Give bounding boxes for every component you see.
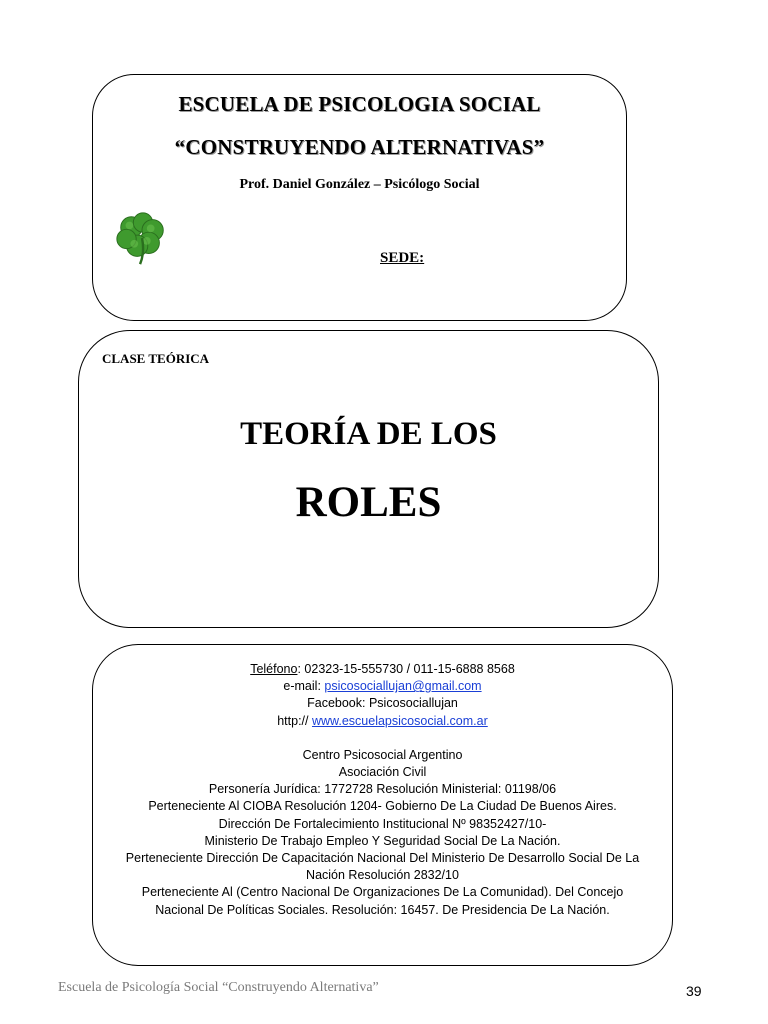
document-title-line1: TEORÍA DE LOS <box>240 416 497 452</box>
info-line: Perteneciente Dirección De Capacitación Nacional Del Ministerio De Desarrollo Social De La <box>125 851 640 866</box>
contact-info <box>107 661 658 919</box>
info-line: Perteneciente Al (Centro Nacional De Organizaciones De La Comunidad). Del Concejo <box>141 885 624 900</box>
info-line: Perteneciente Al CIOBA Resolución 1204- Gobierno De La Ciudad De Buenos Aires. <box>148 799 617 814</box>
school-header-box <box>92 74 627 321</box>
phone-row <box>107 661 658 678</box>
info-line: Personería Jurídica: 1772728 Resolución Ministerial: 01198/06 <box>208 782 557 797</box>
school-motto: “CONSTRUYENDO ALTERNATIVAS” <box>174 135 545 159</box>
website-row <box>107 713 658 730</box>
email-label: e-mail: <box>283 679 325 694</box>
email-row <box>107 678 658 695</box>
info-line: Centro Psicosocial Argentino <box>302 747 463 762</box>
info-line: Ministerio De Trabajo Empleo Y Seguridad Social De La Nación. <box>204 833 561 848</box>
school-name: ESCUELA DE PSICOLOGIA SOCIAL <box>178 92 541 116</box>
document-title-line2: ROLES <box>295 479 442 526</box>
website-link[interactable]: www.escuelapsicosocial.com.ar <box>311 713 488 728</box>
facebook-row: Facebook: Psicosociallujan <box>307 696 458 711</box>
email-link[interactable]: psicosociallujan@gmail.com <box>324 679 482 694</box>
four-leaf-clover-icon <box>113 209 171 267</box>
info-line: Dirección De Fortalecimiento Institucional Nº 98352427/10- <box>218 816 547 831</box>
contact-info-box <box>92 644 673 966</box>
professor-name: Prof. Daniel González – Psicólogo Social <box>239 177 480 192</box>
class-type-label: CLASE TEÓRICA <box>102 351 210 366</box>
phone-value: : 02323-15-555730 / 011-15-6888 8568 <box>297 662 515 676</box>
title-box <box>78 330 659 628</box>
info-line: Nación Resolución 2832/10 <box>306 868 459 883</box>
website-label: http:// <box>277 713 312 728</box>
phone-label: Teléfono <box>250 662 298 676</box>
info-line: Nacional De Políticas Sociales. Resolución: 16457. De Presidencia De La Nación. <box>155 902 610 917</box>
page-number: 39 <box>686 983 702 999</box>
spacer <box>107 730 658 747</box>
footer-text: Escuela de Psicología Social “Construyendo Alternativa” <box>58 980 379 995</box>
info-line: Asociación Civil <box>338 765 427 780</box>
sede-label: SEDE: <box>380 250 425 266</box>
